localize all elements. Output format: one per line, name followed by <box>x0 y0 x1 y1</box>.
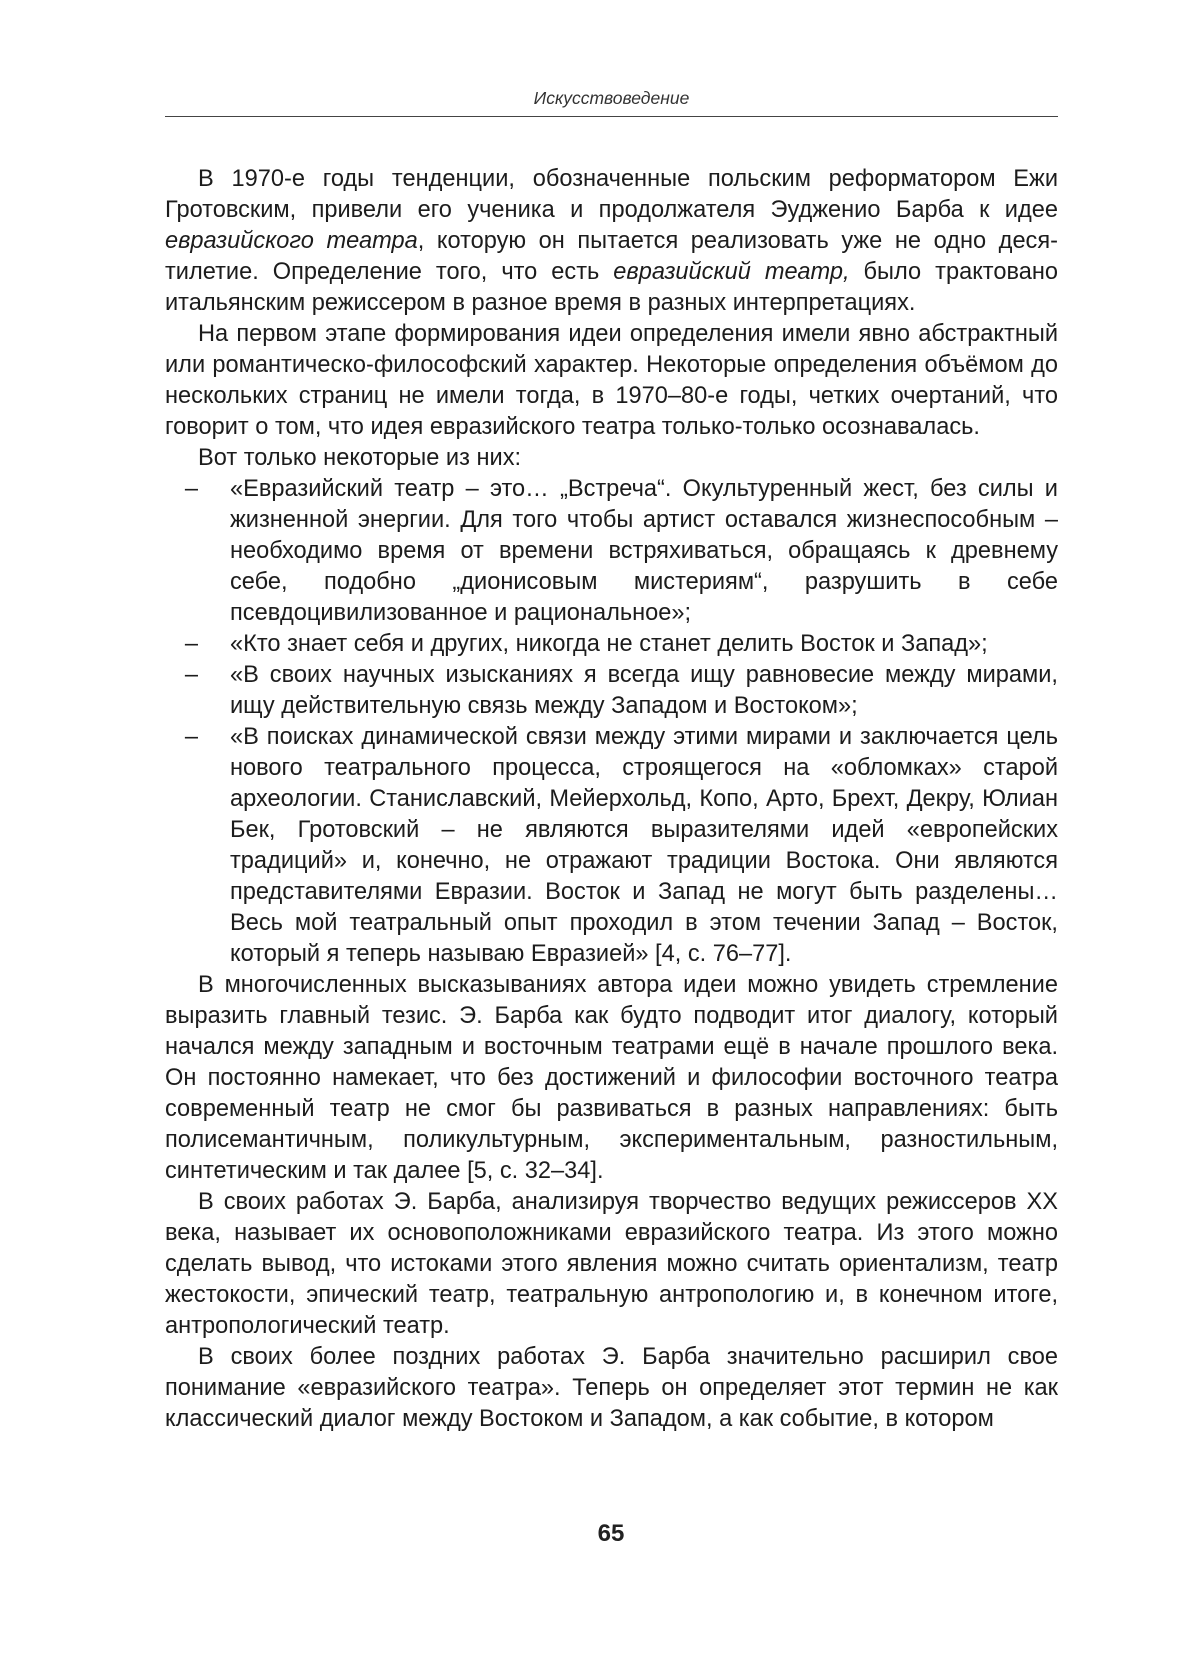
running-head: Искусствоведение <box>533 88 690 108</box>
quote-item: – «Кто знает себя и других, никогда не станет делить Восток и Запад»; <box>230 629 1058 660</box>
paragraph-6: В своих более поздних работах Э. Барба значительно расширил свое понимание «евразийского театра». Теперь он определяет этот термин не как классический диалог между Востоком и Западом, а как событие, в котором <box>165 1344 1058 1432</box>
term-eurasian-theatre: евразийского театра <box>165 228 418 254</box>
page-number: 65 <box>597 1520 625 1547</box>
paragraph-1 <box>165 164 1058 319</box>
paragraph-1-text-a: В 1970-е годы тенденции, обозначенные польским реформатором Ежи Гротовским, привели его ученика и продолжателя Эудженио Барба к идее <box>165 166 1058 223</box>
paragraph-2: На первом этапе формирования идеи определения имели явно абстрактный или романтическо-философский характер. Некоторые определения объёмом до нескольких страниц не имели тогда, в 1970–80-е годы, четких очертаний, что говорит о том, что идея евразийского театра только-только осознавалась. <box>165 321 1058 440</box>
paragraph-1-text-e: было трактовано итальянским режиссером в разное время в разных интерпретациях. <box>165 259 1058 316</box>
paragraph-3: Вот только некоторые из них: <box>198 445 522 471</box>
quote-list <box>165 474 1058 970</box>
quote-item: – «Евразийский театр – это… „Встреча“. Окультуренный жест, без силы и жизненной энергии. Для того чтобы артист оставался жизнеспособным – необходимо время от времени встряхиваться, обращаясь к древнему себе, подобно „дионисовым мистериям“, разрушить в себе псевдоцивилизованное и рациональное»; <box>230 474 1058 629</box>
quote-item: – «В своих научных изысканиях я всегда ищу равновесие между мирами, ищу действительную связь между Западом и Востоком»; <box>230 660 1058 722</box>
paragraph-5: В своих работах Э. Барба, анализируя творчество ведущих режиссеров XX века, называет их основоположниками евразийского театра. Из этого можно сделать вывод, что истоками этого явления можно считать ориентализм, театр жестокости, эпический театр, театральную антропологию и, в конечном итоге, антропологический театр. <box>165 1189 1058 1339</box>
paragraph-1-text-c: , которую он пытается реализовать уже не одно десятилетие. Определение того, что есть <box>165 228 1058 285</box>
article-body <box>165 164 1058 1435</box>
header-rule <box>165 116 1058 117</box>
term-eurasian-theatre-2: евразийский театр, <box>613 259 850 285</box>
paragraph-4: В многочисленных высказываниях автора идеи можно увидеть стремление выразить главный тезис. Э. Барба как будто подводит итог диалогу, который начался между западным и восточным театрами ещё в начале прошлого века. Он постоянно намекает, что без достижений и философии восточного театра современный театр не смог бы развиваться в разных направлениях: быть полисемантичным, поликультурным, экспериментальным, разностильным, синтетическим и так далее [5, с. 32–34]. <box>165 972 1058 1184</box>
quote-item: – «В поисках динамической связи между этими мирами и заключается цель нового театрального процесса, строящегося на «обломках» старой археологии. Станиславский, Мейерхольд, Копо, Арто, Брехт, Декру, Юлиан Бек, Гротовский – не являются выразителями идей «европейских традиций» и, конечно, не отражают традиции Востока. Они являются представителями Евразии. Восток и Запад не могут быть разделены… Весь мой театральный опыт проходил в этом течении Запад – Восток, который я теперь называю Евразией» [4, с. 76–77]. <box>230 722 1058 970</box>
